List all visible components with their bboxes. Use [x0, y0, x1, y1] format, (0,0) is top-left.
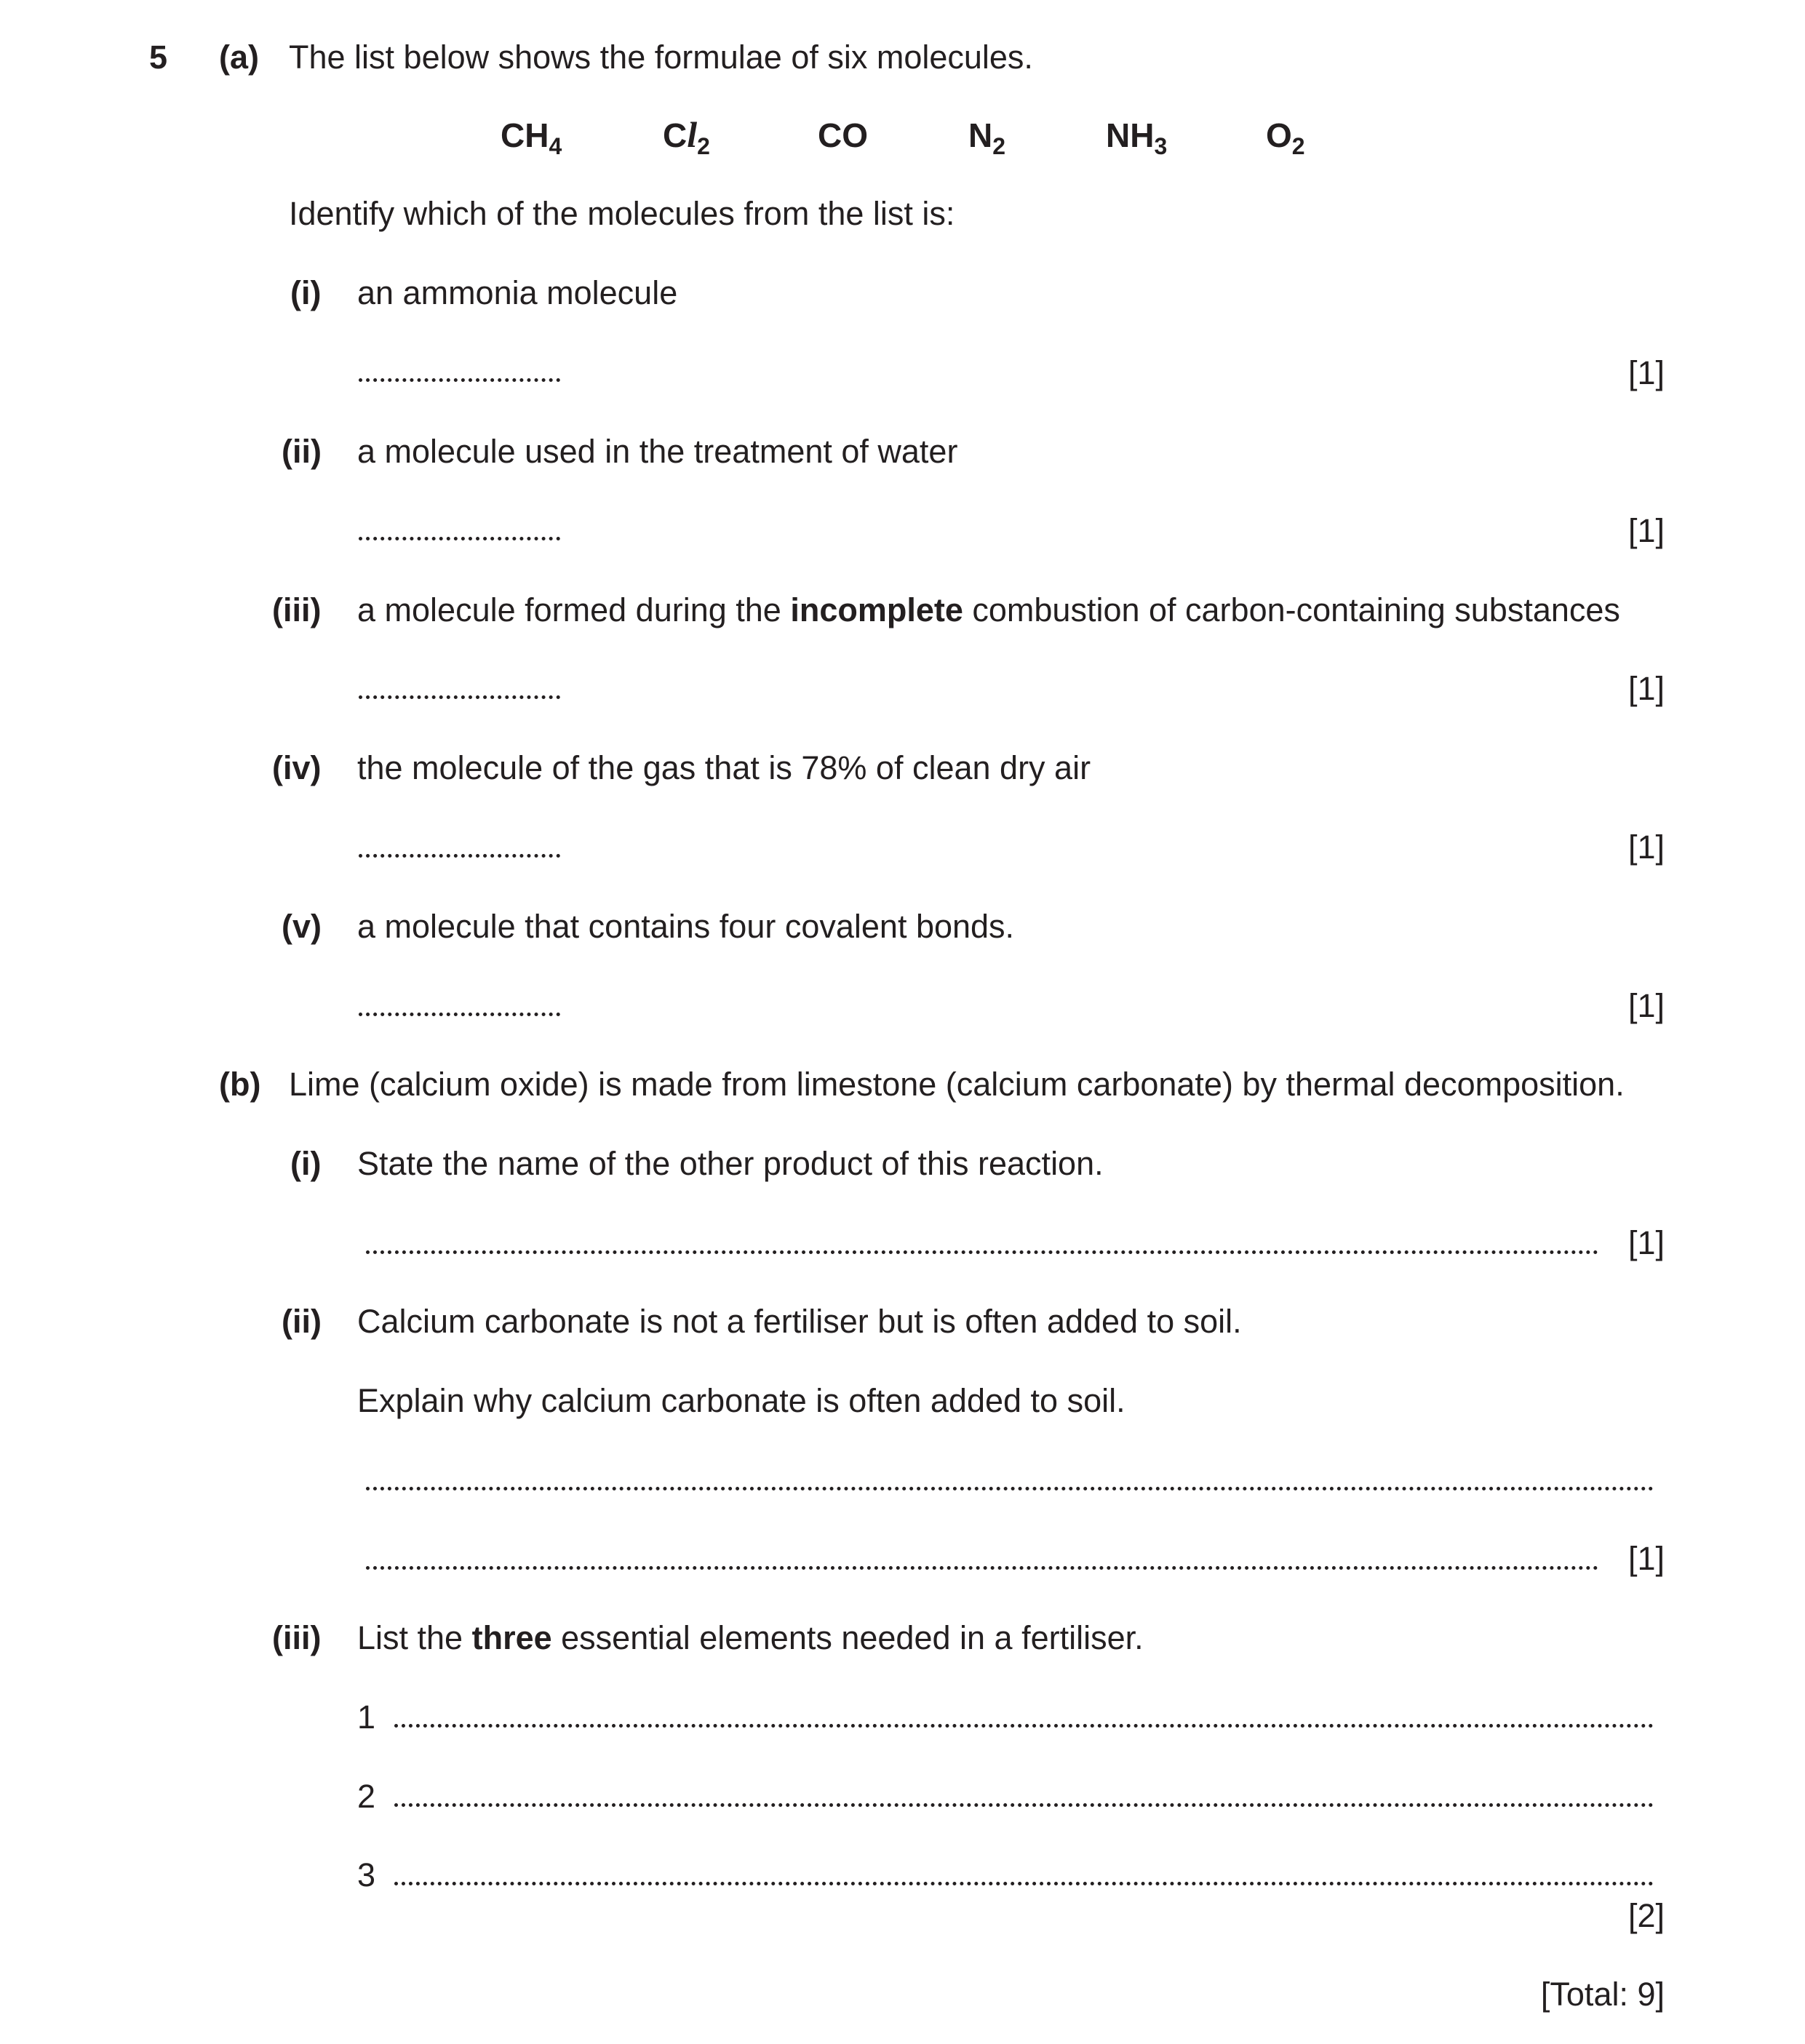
- a-ii-label: (ii): [282, 433, 322, 470]
- b-iii-line-number-2: 2: [357, 1778, 376, 1815]
- a-ii-text: a molecule used in the treatment of water: [357, 433, 958, 470]
- a-iii-answer-line[interactable]: [359, 695, 560, 699]
- formula-nh3: $NH_3$: [1106, 116, 1168, 159]
- part-b-intro: Lime (calcium oxide) is made from limestone (calcium carbonate) by thermal decomposition.: [289, 1066, 1625, 1103]
- a-ii-mark: [1]: [1627, 512, 1665, 549]
- b-iii-answer-line-3[interactable]: [394, 1882, 1654, 1885]
- formula-o2: $O_2$: [1266, 116, 1305, 159]
- part-a-instruction: Identify which of the molecules from the list is:: [289, 195, 955, 232]
- formula-cl2: $Cl_2$: [663, 114, 710, 159]
- question-number: 5: [149, 39, 168, 76]
- formula-ch4: $CH_4$: [501, 116, 562, 159]
- b-iii-mark: [2]: [1627, 1897, 1665, 1934]
- formula-co: CO: [818, 116, 868, 154]
- a-i-answer-line[interactable]: [359, 378, 560, 382]
- b-iii-answer-line-2[interactable]: [394, 1803, 1654, 1807]
- formula-n2: $N_2$: [968, 116, 1006, 159]
- b-ii-text: Calcium carbonate is not a fertiliser but is often added to soil.: [357, 1303, 1242, 1340]
- a-v-answer-line[interactable]: [359, 1013, 560, 1016]
- b-ii-mark: [1]: [1627, 1540, 1665, 1577]
- a-ii-answer-line[interactable]: [359, 537, 560, 540]
- part-a-intro: The list below shows the formulae of six molecules.: [289, 39, 1033, 76]
- a-iv-mark: [1]: [1627, 829, 1665, 866]
- a-iii-text: a molecule formed during the incomplete combustion of carbon-containing substances: [357, 591, 1620, 628]
- a-iii-mark: [1]: [1627, 670, 1665, 707]
- b-ii-answer-line-2[interactable]: [366, 1566, 1598, 1570]
- b-iii-text: List the three essential elements needed in a fertiliser.: [357, 1619, 1144, 1656]
- a-iv-text: the molecule of the gas that is 78% of clean dry air: [357, 749, 1091, 786]
- part-b-label: (b): [219, 1066, 261, 1103]
- b-i-text: State the name of the other product of this reaction.: [357, 1145, 1104, 1182]
- part-a-label: (a): [219, 39, 259, 76]
- b-i-mark: [1]: [1627, 1224, 1665, 1261]
- a-iii-label: (iii): [272, 591, 322, 628]
- b-iii-line-number-3: 3: [357, 1856, 376, 1893]
- a-iv-label: (iv): [272, 749, 322, 786]
- a-i-text: an ammonia molecule: [357, 274, 678, 311]
- a-v-text: a molecule that contains four covalent bonds.: [357, 908, 1015, 945]
- b-ii-answer-line-1[interactable]: [366, 1487, 1654, 1490]
- a-v-mark: [1]: [1627, 987, 1665, 1024]
- b-iii-answer-line-1[interactable]: [394, 1724, 1654, 1728]
- total-mark: [Total: 9]: [1540, 1976, 1665, 2013]
- b-i-label: (i): [290, 1145, 322, 1182]
- b-iii-label: (iii): [272, 1619, 322, 1656]
- a-i-mark: [1]: [1627, 354, 1665, 391]
- b-iii-line-number-1: 1: [357, 1698, 376, 1736]
- b-ii-text2: Explain why calcium carbonate is often added to soil.: [357, 1382, 1125, 1419]
- b-i-answer-line[interactable]: [366, 1250, 1598, 1254]
- a-iv-answer-line[interactable]: [359, 854, 560, 858]
- b-ii-label: (ii): [282, 1303, 322, 1340]
- a-v-label: (v): [282, 908, 322, 945]
- a-i-label: (i): [290, 274, 322, 311]
